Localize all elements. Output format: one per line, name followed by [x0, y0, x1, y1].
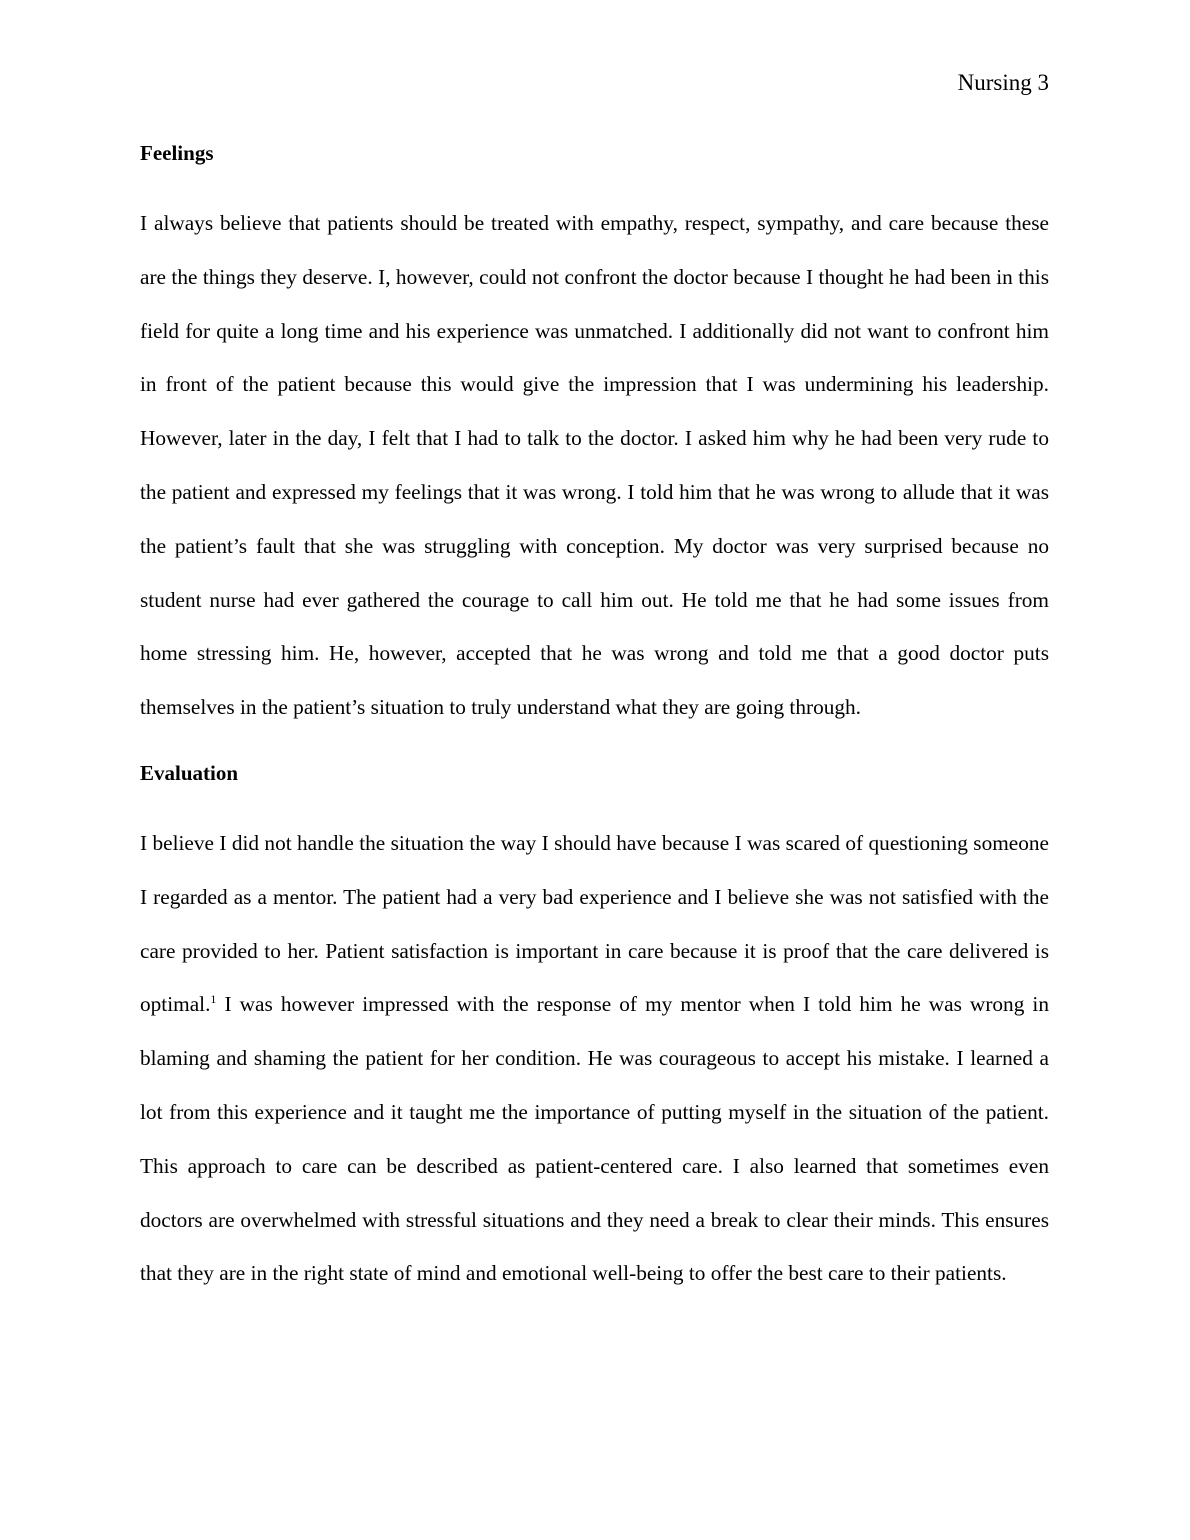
- paragraph-feelings: I always believe that patients should be treated with empathy, respect, sympathy, and care because these are the things they deserve. I, however, could not confront the doctor because I thought he had been in this field for quite a long time and his experience was unmatched. I additionally did not want to confront him in front of the patient because this would give the impression that I was undermining his leadership. However, later in the day, I felt that I had to talk to the doctor. I asked him why he had been very rude to the patient and expressed my feelings that it was wrong. I told him that he was wrong to allude that it was the patient’s fault that she was struggling with conception. My doctor was very surprised because no student nurse had ever gathered the courage to call him out. He told me that he had some issues from home stressing him. He, however, accepted that he was wrong and told me that a good doctor puts themselves in the patient’s situation to truly understand what they are going through.: [140, 211, 1049, 720]
- footnote-reference[interactable]: 1: [210, 992, 217, 1007]
- paragraph-evaluation-part-1: I believe I did not handle the situation the way I should have because I was scared of questioning someone I regarded as a mentor. The patient had a very bad experience and I believe she was not satisfied with the care provided to her. Patient satisfaction is important in care because it is proof that the care delivered is optimal.: [140, 830, 1049, 1017]
- running-head: Nursing 3: [957, 70, 1049, 95]
- section-heading-feelings: Feelings: [140, 141, 214, 165]
- section-heading-evaluation: Evaluation: [140, 760, 239, 785]
- document-body: [140, 138, 1049, 1301]
- paragraph-evaluation: [140, 817, 1049, 1301]
- paragraph-evaluation-part-2: I was however impressed with the response of my mentor when I told him he was wrong in blaming and shaming the patient for her condition. He was courageous to accept his mistake. I learned a lot from this experience and it taught me the importance of putting myself in the situation of the patient. This approach to care can be described as patient-centered care. I also learned that sometimes even doctors are overwhelmed with stressful situations and they need a break to clear their minds. This ensures that they are in the right state of mind and emotional well-being to offer the best care to their patients.: [140, 992, 1049, 1286]
